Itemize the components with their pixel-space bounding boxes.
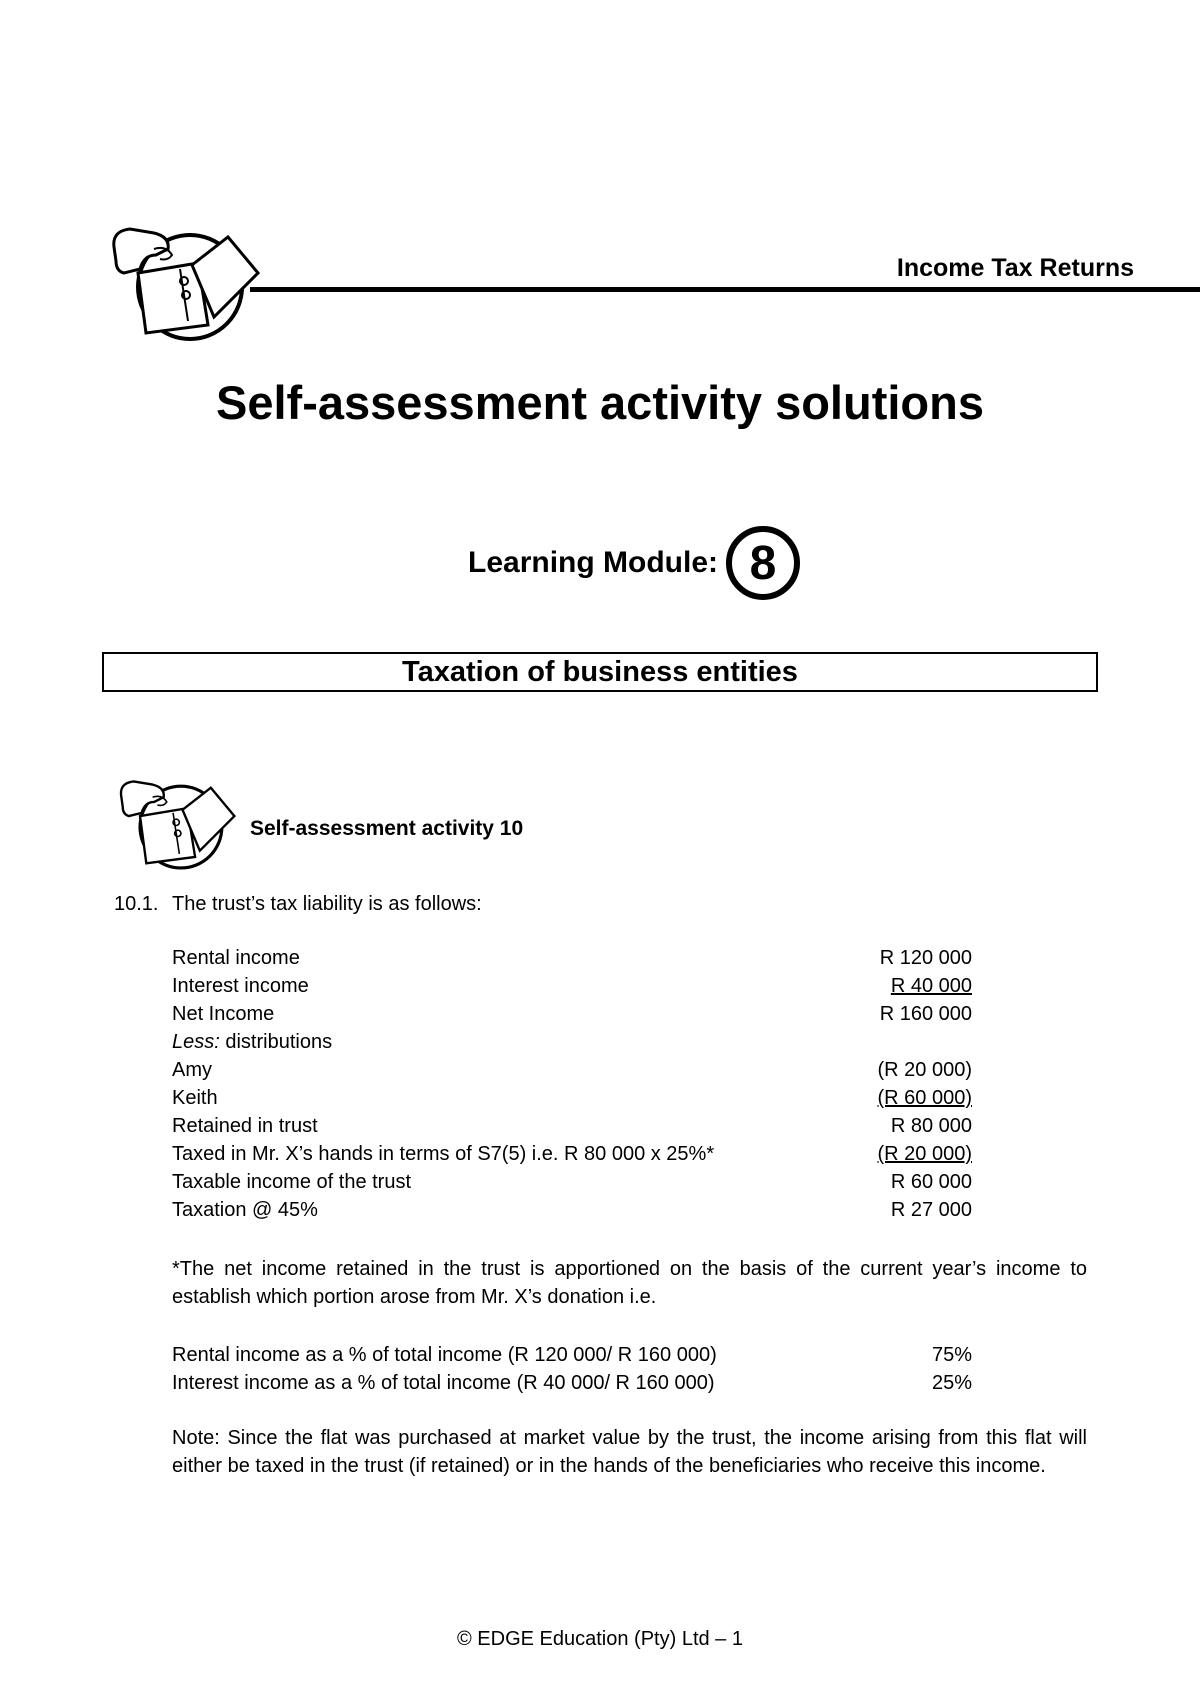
ledger-value: R 160 000 (879, 1003, 972, 1025)
footer: © EDGE Education (Pty) Ltd – 1 (457, 1628, 743, 1650)
ledger-row (172, 1000, 972, 1028)
header-rule (250, 287, 1200, 292)
ledger-value: R 40 000 (890, 975, 972, 997)
ledger-row (172, 1112, 972, 1140)
question-number: 10.1. (114, 893, 159, 915)
ledger-value: R 60 000 (890, 1171, 972, 1193)
section-title: Taxation of business entities (102, 652, 1098, 692)
percentage-row (172, 1341, 972, 1369)
ledger-value: R 27 000 (890, 1199, 972, 1221)
page-title: Self-assessment activity solutions (216, 376, 984, 429)
distributions-label: distributions (219, 1031, 333, 1053)
ledger-label: Taxation @ 45% (172, 1199, 318, 1221)
ledger-value: R 120 000 (879, 947, 972, 969)
header-title: Income Tax Returns (896, 254, 1134, 282)
ledger-row (172, 1168, 972, 1196)
percentage-row (172, 1369, 972, 1397)
question-intro: The trust’s tax liability is as follows: (172, 893, 482, 915)
activity-title: Self-assessment activity 10 (250, 817, 524, 840)
ledger-label: Net Income (172, 1003, 275, 1025)
ledger-label: Rental income (172, 947, 300, 969)
ledger-value: (R 20 000) (877, 1143, 972, 1165)
module-label: Learning Module: (468, 546, 718, 579)
ledger-row (172, 1196, 972, 1224)
ledger-row (172, 1028, 972, 1056)
ledger-row (172, 972, 972, 1000)
ledger-value: (R 20 000) (877, 1059, 972, 1081)
ledger-label: Keith (172, 1087, 218, 1109)
ledger-row (172, 1140, 972, 1168)
ledger-label: Taxed in Mr. X’s hands in terms of S7(5) i.e. R 80 000 x 25%* (172, 1143, 715, 1165)
percentage-label: Rental income as a % of total income (R 120 000/ R 160 000) (172, 1344, 717, 1366)
footnote: *The net income retained in the trust is apportioned on the basis of the current year’s income to establish which portion arose from Mr. X’s donation i.e. (172, 1258, 1087, 1308)
ledger-label (172, 1028, 332, 1056)
ledger-row (172, 944, 972, 972)
less-label: Less: (172, 1031, 220, 1053)
ledger-label: Retained in trust (172, 1115, 318, 1137)
percentage-value: 25% (931, 1372, 972, 1394)
ledger-row (172, 1084, 972, 1112)
hand-holding-book-icon (110, 225, 260, 350)
percentage-table (172, 1341, 972, 1397)
ledger-label: Interest income (172, 975, 309, 997)
tax-ledger (172, 944, 972, 1224)
learning-module (468, 526, 800, 600)
percentage-value: 75% (931, 1344, 972, 1366)
hand-holding-book-icon-small (118, 778, 236, 878)
ledger-value: (R 60 000) (877, 1087, 972, 1109)
note: Note: Since the flat was purchased at market value by the trust, the income arising from this flat will either be taxed in the trust (if retained) or in the hands of the beneficiaries who receive this income. (172, 1427, 1087, 1477)
module-number-badge: 8 (726, 526, 800, 600)
ledger-label: Taxable income of the trust (172, 1171, 412, 1193)
percentage-label: Interest income as a % of total income (R 40 000/ R 160 000) (172, 1372, 715, 1394)
ledger-row (172, 1056, 972, 1084)
ledger-value: R 80 000 (890, 1115, 972, 1137)
ledger-label: Amy (172, 1059, 212, 1081)
